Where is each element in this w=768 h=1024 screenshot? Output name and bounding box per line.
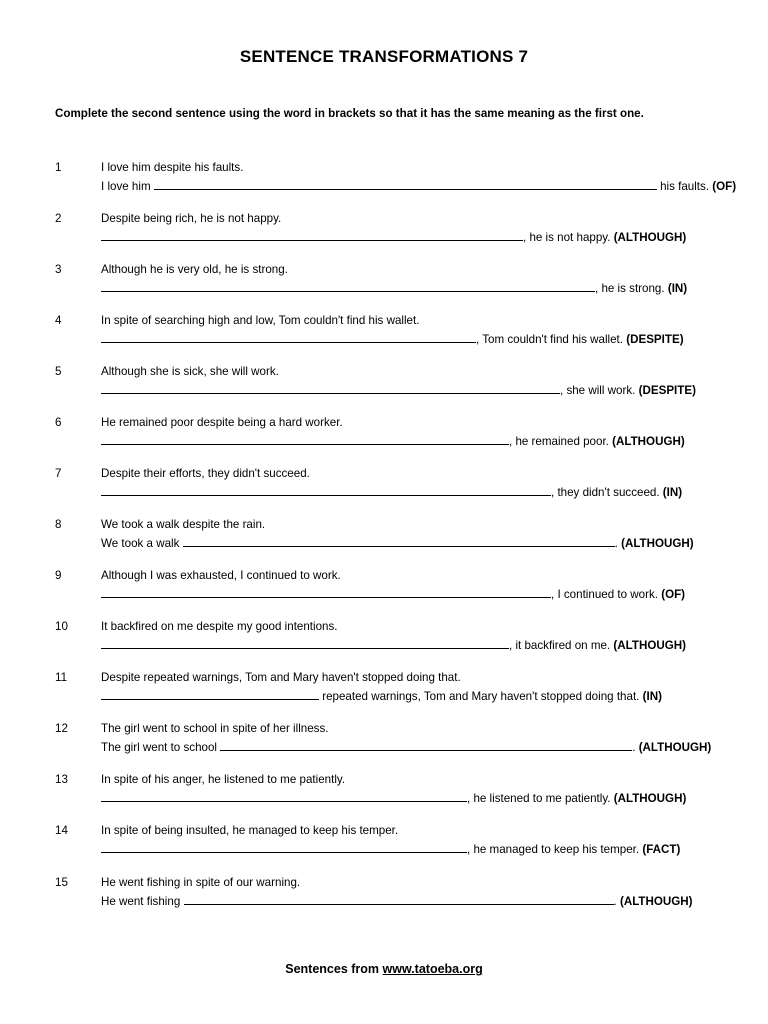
exercise-item — [0, 365, 768, 401]
keyword-hint: (DESPITE) — [638, 384, 696, 397]
original-sentence: In spite of his anger, he listened to me patiently. — [101, 773, 346, 786]
item-number: 7 — [55, 467, 62, 480]
answer-blank[interactable] — [101, 484, 551, 496]
transform-line — [101, 229, 686, 244]
transform-line — [101, 433, 685, 448]
exercise-item — [0, 876, 768, 912]
answer-blank[interactable] — [101, 841, 467, 853]
keyword-hint: (ALTHOUGH) — [612, 435, 685, 448]
item-number: 1 — [55, 161, 62, 174]
answer-blank[interactable] — [101, 382, 560, 394]
keyword-hint: (ALTHOUGH) — [613, 231, 687, 244]
sentence-suffix: , he listened to me patiently. — [467, 792, 611, 805]
sentence-prefix: I love him — [101, 180, 154, 193]
sentence-suffix: , he is not happy. — [523, 231, 611, 244]
transform-line — [101, 331, 684, 346]
sentence-suffix: , Tom couldn't find his wallet. — [476, 333, 623, 346]
page-title: SENTENCE TRANSFORMATIONS 7 — [239, 47, 529, 66]
original-sentence: I love him despite his faults. — [101, 161, 244, 174]
transform-line — [101, 893, 693, 908]
keyword-hint: (ALTHOUGH) — [638, 741, 712, 754]
keyword-hint: (ALTHOUGH) — [619, 895, 693, 908]
keyword-hint: (OF) — [712, 180, 737, 193]
original-sentence: He went fishing in spite of our warning. — [101, 876, 301, 889]
exercise-item — [0, 467, 768, 503]
original-sentence: It backfired on me despite my good intentions. — [101, 620, 338, 633]
keyword-hint: (ALTHOUGH) — [613, 639, 686, 652]
exercise-item — [0, 314, 768, 350]
transform-line — [101, 637, 686, 652]
transform-line — [101, 790, 686, 805]
sentence-suffix: , he is strong. — [595, 282, 665, 295]
original-sentence: Although she is sick, she will work. — [101, 365, 279, 378]
exercise-item — [0, 722, 768, 758]
sentence-suffix: , he managed to keep his temper. — [467, 843, 640, 856]
exercise-item — [0, 569, 768, 605]
answer-blank[interactable] — [101, 637, 509, 649]
item-number: 10 — [55, 620, 68, 633]
sentence-suffix: repeated warnings, Tom and Mary haven't stopped doing that. — [319, 690, 640, 703]
answer-blank[interactable] — [184, 893, 614, 905]
transform-line — [101, 841, 680, 856]
exercise-item — [0, 671, 768, 707]
sentence-suffix: his faults. — [656, 180, 710, 193]
sentence-prefix: We took a walk — [101, 537, 183, 550]
transform-line — [101, 178, 736, 193]
sentence-prefix: The girl went to school — [101, 741, 221, 754]
original-sentence: Despite their efforts, they didn't succeed. — [101, 467, 310, 480]
item-number: 14 — [55, 824, 68, 837]
sentence-suffix: , they didn't succeed. — [551, 486, 660, 499]
exercise-item — [0, 263, 768, 299]
keyword-hint: (ALTHOUGH) — [621, 537, 694, 550]
item-number: 4 — [55, 314, 62, 327]
keyword-hint: (DESPITE) — [626, 333, 684, 346]
transform-line — [101, 484, 682, 499]
footer-text: Sentences from — [285, 962, 383, 976]
exercise-item — [0, 773, 768, 809]
original-sentence: Although I was exhausted, I continued to work. — [101, 569, 341, 582]
answer-blank[interactable] — [101, 229, 523, 241]
exercise-item — [0, 824, 768, 860]
original-sentence: Despite being rich, he is not happy. — [101, 212, 282, 225]
transform-line — [101, 280, 687, 295]
original-sentence: Despite repeated warnings, Tom and Mary haven't stopped doing that. — [101, 671, 461, 684]
transform-line — [101, 535, 694, 550]
sentence-suffix: . — [632, 741, 636, 754]
instructions: Complete the second sentence using the word in brackets so that it has the same meaning as the first one. — [55, 107, 644, 120]
item-number: 15 — [55, 876, 68, 889]
exercise-item — [0, 620, 768, 656]
sentence-suffix: , she will work. — [560, 384, 636, 397]
original-sentence: In spite of being insulted, he managed to keep his temper. — [101, 824, 399, 837]
keyword-hint: (IN) — [642, 690, 662, 703]
answer-blank[interactable] — [183, 535, 615, 547]
answer-blank[interactable] — [101, 688, 319, 700]
keyword-hint: (FACT) — [642, 843, 681, 856]
keyword-hint: (IN) — [667, 282, 688, 295]
sentence-suffix: , it backfired on me. — [509, 639, 611, 652]
answer-blank[interactable] — [220, 739, 632, 751]
original-sentence: We took a walk despite the rain. — [101, 518, 266, 531]
transform-line — [101, 382, 696, 397]
sentence-suffix: , he remained poor. — [509, 435, 609, 448]
answer-blank[interactable] — [101, 331, 476, 343]
item-number: 2 — [55, 212, 62, 225]
item-number: 6 — [55, 416, 62, 429]
exercise-item — [0, 416, 768, 452]
transform-line — [101, 739, 711, 754]
original-sentence: He remained poor despite being a hard worker. — [101, 416, 343, 429]
item-number: 12 — [55, 722, 68, 735]
item-number: 3 — [55, 263, 62, 276]
original-sentence: Although he is very old, he is strong. — [101, 263, 288, 276]
item-number: 13 — [55, 773, 68, 786]
answer-blank[interactable] — [154, 178, 657, 190]
item-number: 11 — [55, 671, 68, 684]
item-number: 5 — [55, 365, 62, 378]
sentence-suffix: . — [613, 895, 617, 908]
answer-blank[interactable] — [101, 280, 595, 292]
exercise-item — [0, 161, 768, 197]
footer — [0, 962, 768, 976]
source-link[interactable]: www.tatoeba.org — [382, 962, 483, 976]
item-number: 9 — [55, 569, 62, 582]
transform-line — [101, 688, 662, 703]
sentence-suffix: . — [614, 537, 618, 550]
item-number: 8 — [55, 518, 62, 531]
exercise-item — [0, 518, 768, 554]
exercise-item — [0, 212, 768, 248]
answer-blank[interactable] — [101, 790, 467, 802]
answer-blank[interactable] — [101, 433, 509, 445]
keyword-hint: (OF) — [661, 588, 686, 601]
transform-line — [101, 586, 685, 601]
original-sentence: In spite of searching high and low, Tom couldn't find his wallet. — [101, 314, 420, 327]
sentence-suffix: , I continued to work. — [551, 588, 658, 601]
answer-blank[interactable] — [101, 586, 551, 598]
keyword-hint: (IN) — [662, 486, 683, 499]
original-sentence: The girl went to school in spite of her illness. — [101, 722, 329, 735]
keyword-hint: (ALTHOUGH) — [613, 792, 687, 805]
sentence-prefix: He went fishing — [101, 895, 184, 908]
